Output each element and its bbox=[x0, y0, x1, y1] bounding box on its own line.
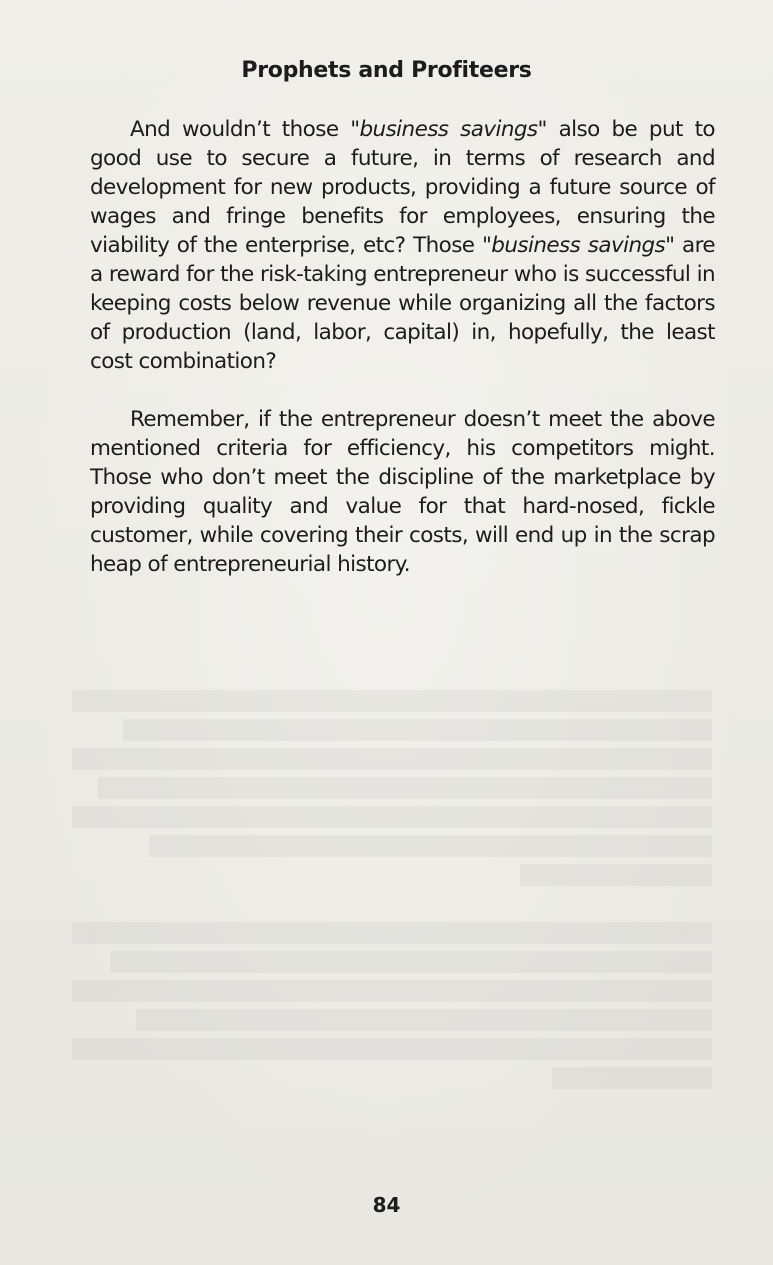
paragraph-1-text-a: And wouldn’t those bbox=[130, 117, 351, 142]
paragraph-1-text-c: are a reward for the risk-taking entrepreneur who is successful in keeping costs below revenue while organizing all the factors of production (land, labor, capital) in, hopefully, the least cost combination? bbox=[90, 233, 715, 374]
paragraph-2: Remember, if the entrepreneur doesn’t meet the above mentioned criteria for efficiency, his competitors might. Those who don’t meet the discipline of the marketplace by providing quality and value for that hard-nosed, fickle customer, while covering their costs, will end up in the scrap heap of entrepreneurial history. bbox=[90, 407, 715, 577]
page-number: 84 bbox=[372, 1193, 401, 1217]
paragraph-1-emphasis-a: "business savings" bbox=[350, 117, 547, 142]
paragraph-1-text-b: also be put to good use to secure a future, in terms of research and development for new products, providing a future source of wages and fringe benefits for employees, ensuring the viability of the enterprise, etc? Those bbox=[90, 117, 715, 258]
paragraph-1-emphasis-b: "business savings" bbox=[482, 233, 675, 258]
running-header: Prophets and Profiteers bbox=[241, 58, 532, 83]
page-body bbox=[90, 115, 715, 608]
paragraph-1 bbox=[90, 115, 715, 376]
